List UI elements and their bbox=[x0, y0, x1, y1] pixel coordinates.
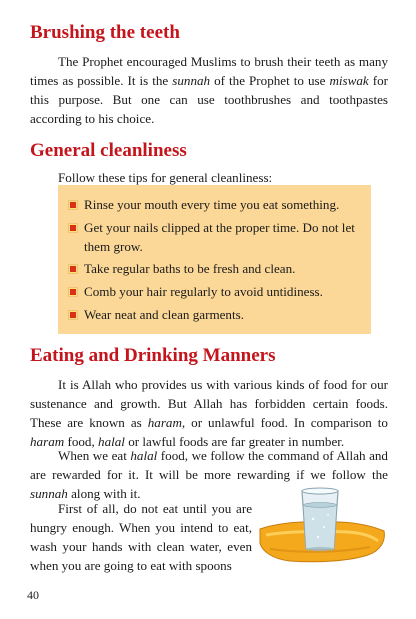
paragraph-eating-1: It is Allah who provides us with various kinds of food for our sustenance and growth. But Allah has forbidden certain foods. These are known as haram, or unlawful food. In comparison to haram food, halal or lawful foods are far greater in number. bbox=[30, 377, 388, 449]
tip-item bbox=[68, 305, 376, 324]
tip-text: Wear neat and clean garments. bbox=[84, 307, 244, 322]
tips-box bbox=[58, 185, 371, 334]
paragraph-eating-2: When we eat halal food, we follow the command of Allah and are rewarded for it. It will be more rewarding if we follow the sunnah along with it. bbox=[30, 448, 388, 501]
square-bullet-icon bbox=[68, 264, 78, 274]
tip-item bbox=[68, 282, 376, 301]
square-bullet-icon bbox=[68, 310, 78, 320]
square-bullet-icon bbox=[68, 287, 78, 297]
paragraph-cleanliness-intro: Follow these tips for general cleanliness: bbox=[58, 170, 273, 185]
glass-of-water-illustration bbox=[258, 485, 388, 565]
heading-eating-drinking-manners: Eating and Drinking Manners bbox=[30, 345, 276, 366]
square-bullet-icon bbox=[68, 200, 78, 210]
tip-text: Get your nails clipped at the proper time. Do not let them grow. bbox=[84, 220, 355, 254]
square-bullet-icon bbox=[68, 223, 78, 233]
page-number: 40 bbox=[27, 588, 39, 602]
heading-brushing-teeth: Brushing the teeth bbox=[30, 22, 180, 43]
paragraph-brushing: The Prophet encouraged Muslims to brush their teeth as many times as possible. It is the sunnah of the Prophet to use miswak for this purpose. But one can use toothbrushes and toothpastes according to his choice. bbox=[30, 54, 388, 126]
tip-item bbox=[68, 195, 376, 214]
heading-general-cleanliness: General cleanliness bbox=[30, 140, 187, 161]
tip-item bbox=[68, 218, 376, 256]
tip-text: Comb your hair regularly to avoid untidiness. bbox=[84, 284, 323, 299]
tip-text: Take regular baths to be fresh and clean. bbox=[84, 261, 296, 276]
paragraph-eating-3: First of all, do not eat until you are hungry enough. When you intend to eat, wash your hands with clean water, even when you are going to eat with spoons bbox=[30, 501, 252, 573]
tip-item bbox=[68, 259, 376, 278]
tip-text: Rinse your mouth every time you eat something. bbox=[84, 197, 340, 212]
